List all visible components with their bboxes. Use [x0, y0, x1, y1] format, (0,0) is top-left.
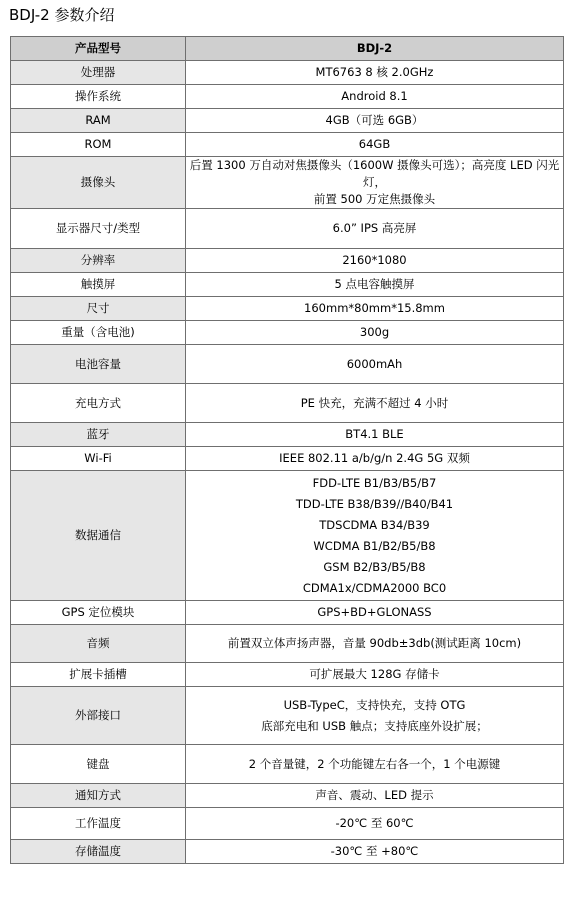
spec-value-line: MT6763 8 核 2.0GHz: [315, 65, 434, 79]
spec-label-cell: 数据通信: [11, 471, 186, 601]
document-title: BDJ-2 参数介绍: [9, 6, 115, 24]
spec-value-cell: [186, 625, 564, 663]
spec-label-cell: 蓝牙: [11, 423, 186, 447]
spec-value-line: 后置 1300 万自动对焦摄像头（1600W 摄像头可选）；高亮度 LED 闪光灯，: [189, 158, 560, 189]
spec-row: [11, 345, 564, 384]
spec-value-line: -30℃ 至 +80℃: [330, 844, 419, 858]
spec-label-cell: 外部接口: [11, 687, 186, 745]
spec-value-cell: [186, 345, 564, 384]
spec-value-cell: [186, 808, 564, 840]
spec-row: [11, 157, 564, 209]
spec-table: [10, 36, 564, 864]
spec-label-cell: 通知方式: [11, 784, 186, 808]
spec-value-cell: [186, 471, 564, 601]
spec-row: [11, 133, 564, 157]
spec-label-cell: 扩展卡插槽: [11, 663, 186, 687]
spec-value-line: 前置 500 万定焦摄像头: [313, 192, 436, 206]
spec-value-cell: [186, 85, 564, 109]
spec-label-cell: 尺寸: [11, 297, 186, 321]
spec-value-line: USB-TypeC，支持快充，支持 OTG: [283, 697, 466, 712]
spec-label-cell: 显示器尺寸/类型: [11, 209, 186, 249]
spec-label-cell: 触摸屏: [11, 273, 186, 297]
spec-value-cell: [186, 384, 564, 423]
spec-label-cell: 处理器: [11, 61, 186, 85]
spec-value-line: GSM B2/B3/B5/B8: [323, 559, 426, 574]
spec-row: [11, 687, 564, 745]
spec-value-cell: [186, 273, 564, 297]
spec-row: [11, 423, 564, 447]
spec-value-cell: [186, 109, 564, 133]
spec-value-line: BT4.1 BLE: [345, 427, 404, 441]
spec-value-cell: [186, 321, 564, 345]
spec-value-cell: [186, 447, 564, 471]
spec-row: [11, 209, 564, 249]
spec-value-cell: [186, 784, 564, 808]
spec-row: [11, 745, 564, 784]
spec-value-line: IEEE 802.11 a/b/g/n 2.4G 5G 双频: [279, 451, 470, 465]
spec-value-cell: [186, 687, 564, 745]
spec-label-cell: 存储温度: [11, 840, 186, 864]
spec-value-cell: [186, 249, 564, 273]
spec-value-cell: [186, 297, 564, 321]
spec-table-body: [11, 37, 564, 864]
spec-value-cell: [186, 157, 564, 209]
spec-row: [11, 85, 564, 109]
spec-row: [11, 109, 564, 133]
spec-value-cell: [186, 61, 564, 85]
spec-value-line: 2160*1080: [342, 253, 407, 267]
spec-row: [11, 808, 564, 840]
spec-value-line: GPS+BD+GLONASS: [317, 605, 432, 619]
spec-value-line: TDD-LTE B38/B39//B40/B41: [295, 496, 454, 511]
spec-value-line: 声音、震动、LED 提示: [315, 788, 434, 802]
spec-value-cell: [186, 840, 564, 864]
spec-value-line: WCDMA B1/B2/B5/B8: [313, 538, 436, 553]
spec-value-line: 300g: [359, 325, 390, 339]
spec-row: [11, 784, 564, 808]
spec-label-cell: 电池容量: [11, 345, 186, 384]
spec-value-line: 64GB: [358, 137, 391, 151]
spec-value-line: 160mm*80mm*15.8mm: [304, 301, 445, 315]
spec-value-cell: [186, 663, 564, 687]
spec-label-cell: RAM: [11, 109, 186, 133]
spec-row: [11, 601, 564, 625]
spec-row: [11, 384, 564, 423]
spec-value-line: 底部充电和 USB 触点；支持底座外设扩展；: [261, 718, 488, 733]
spec-value-cell: [186, 601, 564, 625]
spec-label-cell: ROM: [11, 133, 186, 157]
spec-label-cell: Wi-Fi: [11, 447, 186, 471]
spec-value-line: 2 个音量键，2 个功能键左右各一个，1 个电源键: [248, 756, 501, 771]
spec-row: [11, 840, 564, 864]
spec-row: [11, 249, 564, 273]
spec-value-line: TDSCDMA B34/B39: [319, 517, 430, 532]
spec-row: [11, 297, 564, 321]
spec-label-cell: 键盘: [11, 745, 186, 784]
spec-label-cell: 工作温度: [11, 808, 186, 840]
spec-row: [11, 321, 564, 345]
spec-value-cell: [186, 745, 564, 784]
spec-header-row: [11, 37, 564, 61]
spec-value-line: PE 快充，充满不超过 4 小时: [300, 395, 449, 410]
spec-label-cell: 操作系统: [11, 85, 186, 109]
spec-value-line: 5 点电容触摸屏: [334, 277, 415, 291]
spec-label-cell: 音频: [11, 625, 186, 663]
spec-row: [11, 61, 564, 85]
spec-value-line: 6000mAh: [346, 356, 403, 371]
spec-value-line: -20℃ 至 60℃: [335, 816, 414, 830]
spec-label-cell: 分辨率: [11, 249, 186, 273]
spec-value-line: 前置双立体声扬声器，音量 90db±3db(测试距离 10cm): [227, 636, 522, 650]
spec-label-cell: 摄像头: [11, 157, 186, 209]
spec-row: [11, 471, 564, 601]
spec-row: [11, 447, 564, 471]
spec-value-line: CDMA1x/CDMA2000 BC0: [302, 580, 447, 595]
spec-row: [11, 625, 564, 663]
spec-value-cell: [186, 423, 564, 447]
spec-value-line: FDD-LTE B1/B3/B5/B7: [312, 475, 437, 490]
header-value-cell: BDJ-2: [186, 37, 564, 61]
spec-value-line: 4GB（可选 6GB）: [325, 113, 424, 127]
spec-value-cell: [186, 133, 564, 157]
spec-value-cell: [186, 209, 564, 249]
spec-value-line: Android 8.1: [341, 89, 408, 103]
spec-label-cell: GPS 定位模块: [11, 601, 186, 625]
spec-row: [11, 663, 564, 687]
spec-value-line: 6.0” IPS 高亮屏: [332, 221, 417, 235]
spec-label-cell: 重量（含电池): [11, 321, 186, 345]
spec-row: [11, 273, 564, 297]
spec-label-cell: 充电方式: [11, 384, 186, 423]
header-label-cell: 产品型号: [11, 37, 186, 61]
spec-value-line: 可扩展最大 128G 存储卡: [309, 667, 440, 681]
